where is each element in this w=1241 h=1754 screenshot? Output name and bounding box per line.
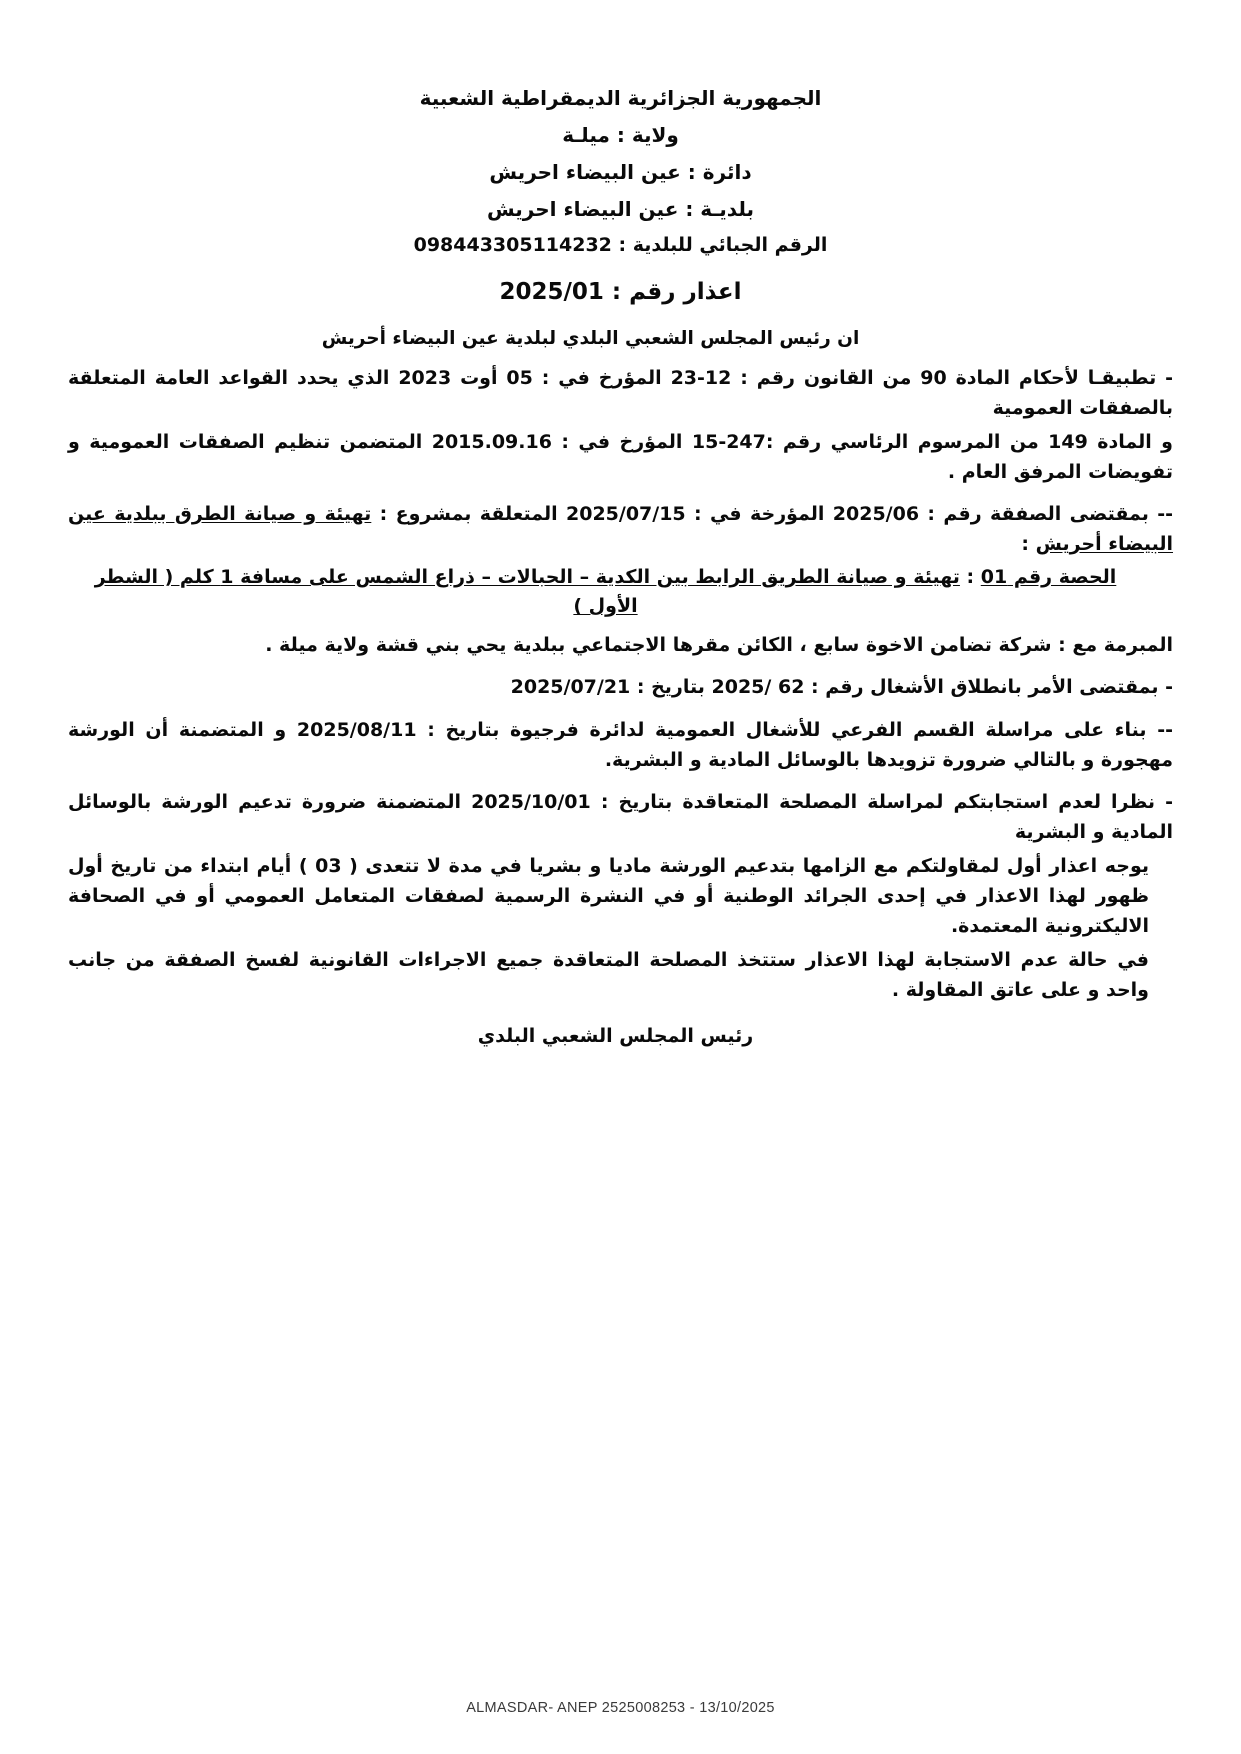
page-title: اعذار رقم : 2025/01 [499,279,742,305]
contract-project-name: تهيئة و صيانة الطرق ببلدية عين البيضاء أحريش [68,502,1173,555]
footer-reference: ALMASDAR- ANEP 2525008253 - 13/10/2025 [466,1700,775,1716]
contract-reference-suffix: : [1021,532,1036,555]
paragraph-work-order: - بمقتضى الأمر بانطلاق الأشغال رقم : 62 /2025 بتاريخ : 2025/07/21 [510,676,1173,699]
document-content [68,88,1173,1047]
contract-reference-prefix: -- بمقتضى الصفقة رقم : 2025/06 المؤرخة في : 2025/07/15 المتعلقة بمشروع : [371,502,1174,525]
document-body [68,363,1173,1047]
header-tax-id-line: الرقم الجبائي للبلدية : 098443305114232 [413,234,828,256]
paragraph-consequences: في حالة عدم الاستجابة لهذا الاعذار ستتخذ المصلحة المتعاقدة جميع الاجراءات القانونية لفسخ الصفقة من جانب واحد و على عاتق المقاولة . [68,948,1149,1001]
paragraph-inspection-letter: -- بناء على مراسلة القسم الفرعي للأشغال العمومية لدائرة فرجيوة بتاريخ : 2025/08/11 و المتضمنة أن الورشة مهجورة و بالتالي ضرورة تزويدها بالوسائل المادية و البشرية. [68,718,1173,771]
paragraph-legal-decree: و المادة 149 من المرسوم الرئاسي رقم :247-15 المؤرخ في : 2015.09.16 المتضمن تنظيم الصفقات العمومية و تفويضات المرفق العام . [68,430,1173,483]
lot-separator: : [959,565,981,588]
lot-label: الحصة رقم 01 [980,565,1117,588]
document-header [68,88,1173,255]
signature-block: رئيس المجلس الشعبي البلدي [477,1024,754,1047]
header-baladia-line: بلديـة : عين البيضاء احريش [486,197,754,221]
paragraph-formal-warning: يوجه اعذار أول لمقاولتكم مع الزامها بتدعيم الورشة ماديا و بشريا في مدة لا تتعدى ( 03 ) أيام ابتداء من تاريخ أول ظهور لهذا الاعذار في إحدى الجرائد الوطنية أو في النشرة الرسمية لصفقات المتعامل العمومي أو في الصحافة الاليكترونية المعتمدة. [68,854,1149,937]
paragraph-lot-description [68,563,1173,622]
paragraph-no-response: - نظرا لعدم استجابتكم لمراسلة المصلحة المتعاقدة بتاريخ : 2025/10/01 المتضمنة ضرورة تدعيم الورشة بالوسائل المادية و البشرية [68,790,1173,843]
document-subtitle: ان رئيس المجلس الشعبي البلدي لبلدية عين البيضاء أحريش [321,328,860,349]
paragraph-legal-law: - تطبيقـا لأحكام المادة 90 من القانون رقم : 12-23 المؤرخ في : 05 أوت 2023 الذي يحدد القواعد العامة المتعلقة بالصفقات العمومية [68,366,1173,419]
paragraph-contract-reference [68,499,1173,559]
header-country-line: الجمهورية الجزائرية الديمقراطية الشعبية [419,86,822,110]
lot-description: تهيئة و صيانة الطريق الرابط بين الكدية – الحبالات – ذراع الشمس على مسافة 1 كلم ( الشطر الأول ) [94,565,960,618]
header-wilaya-line: ولاية : ميلـة [562,123,679,147]
paragraph-contractor: المبرمة مع : شركة تضامن الاخوة سابع ، الكائن مقرها الاجتماعي ببلدية يحي بني قشة ولاية ميلة . [265,634,1173,657]
header-daira-line: دائرة : عين البيضاء احريش [489,160,752,184]
